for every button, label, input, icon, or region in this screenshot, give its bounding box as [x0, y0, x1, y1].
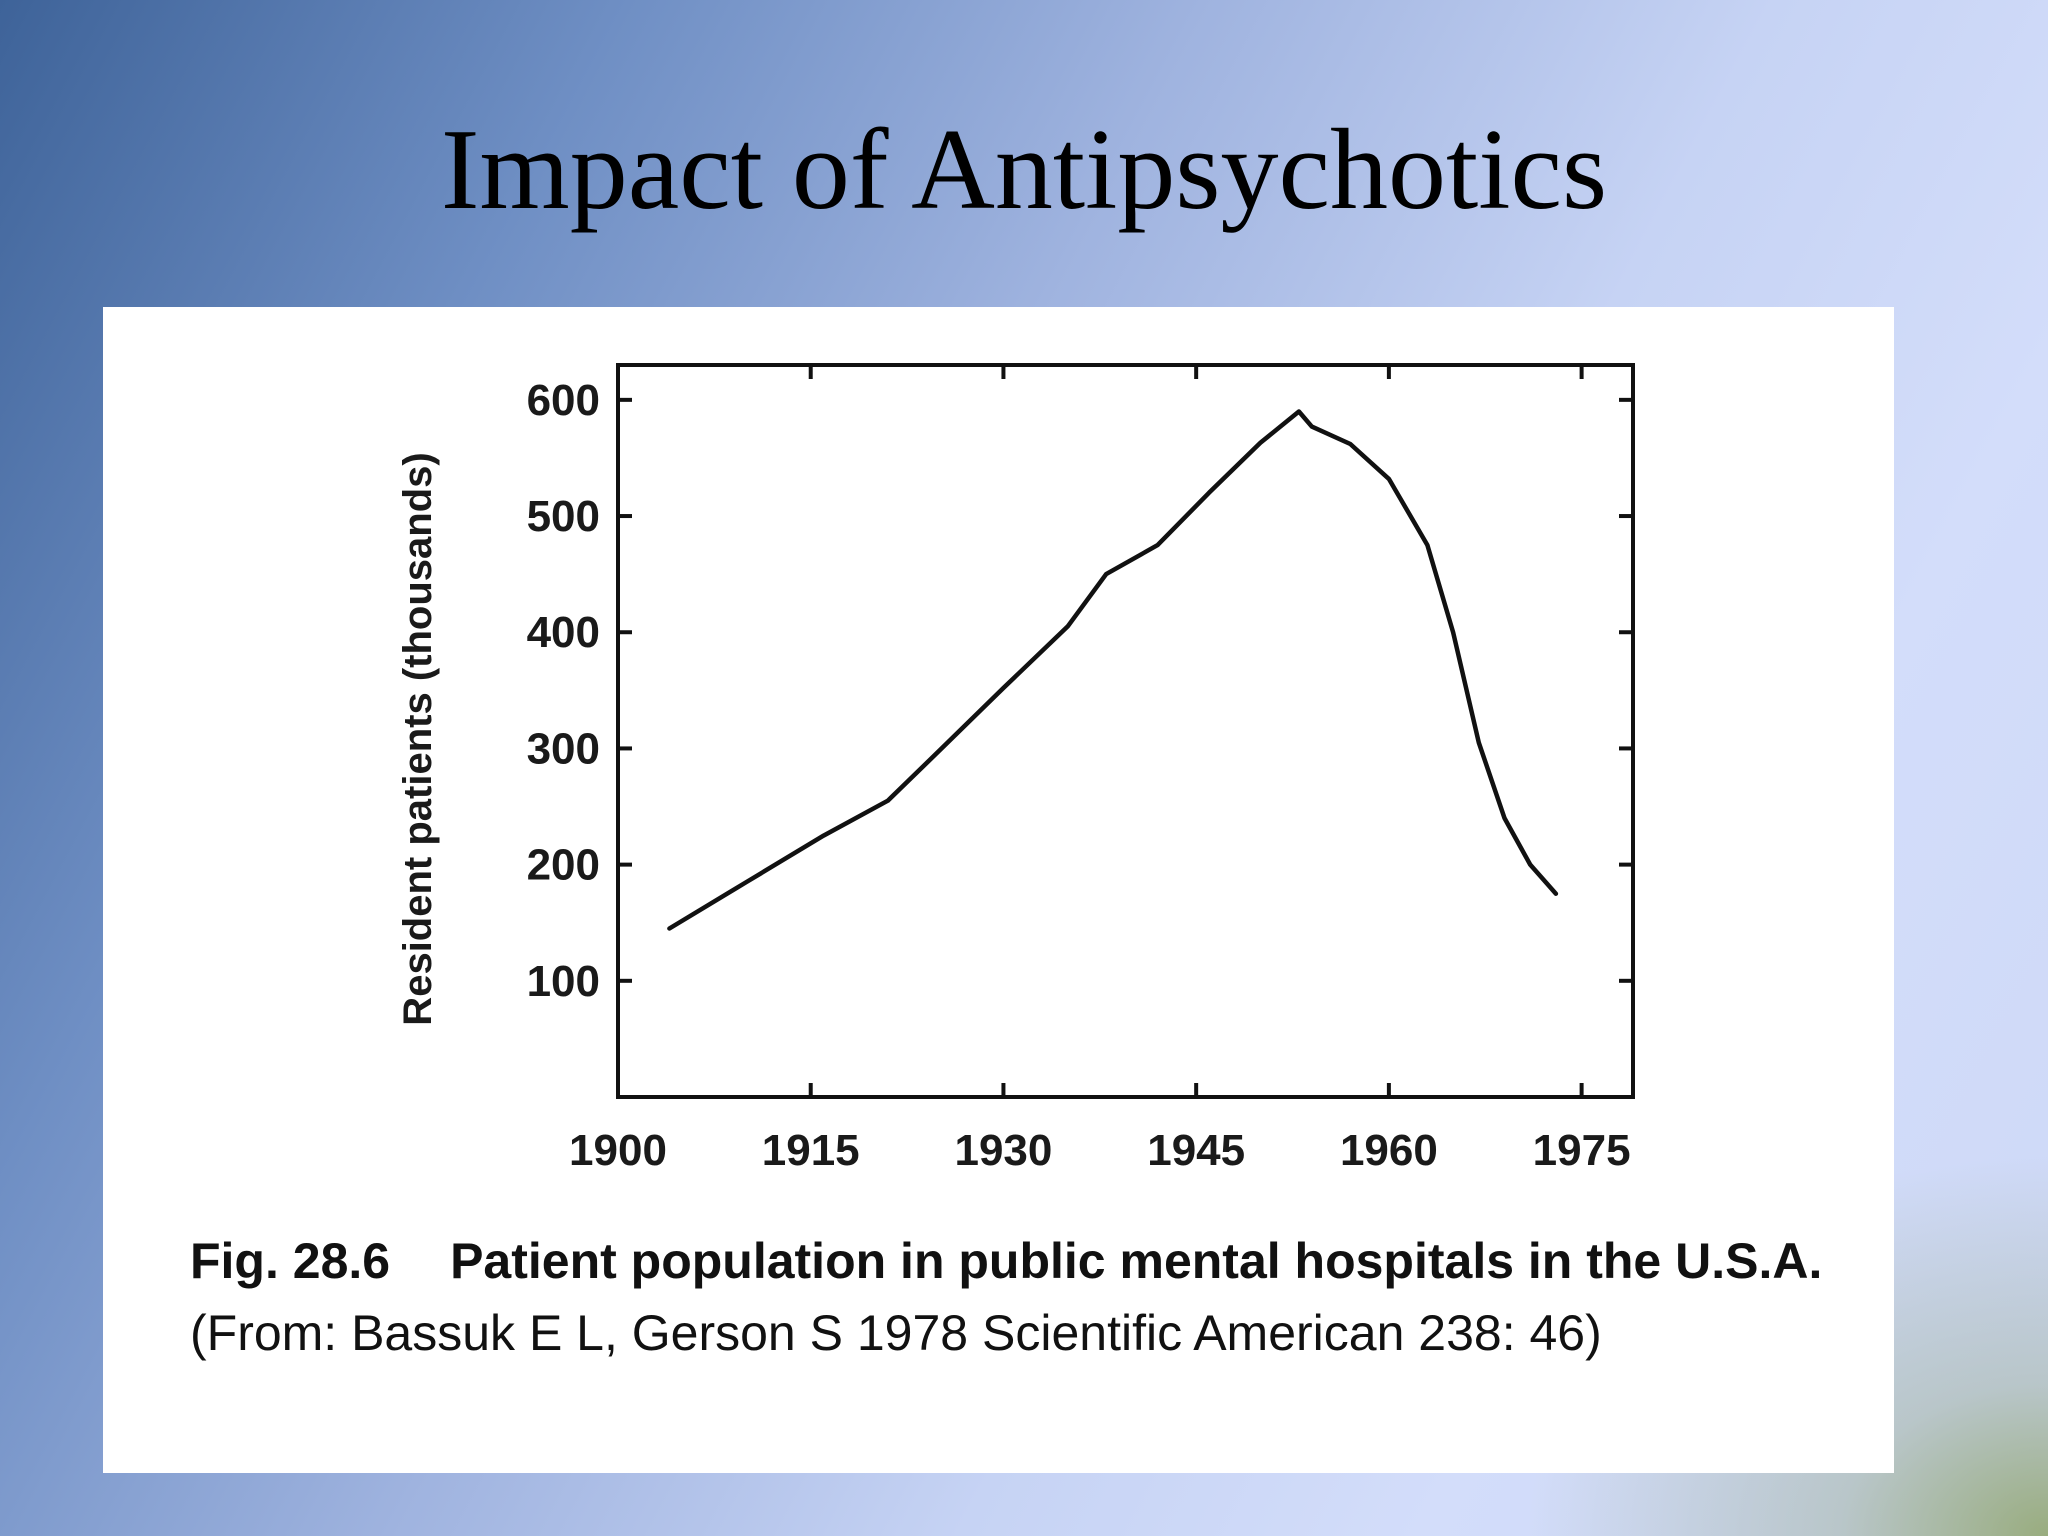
- x-tick-label: 1915: [761, 1126, 860, 1175]
- slide-title: Impact of Antipsychotics: [440, 106, 1608, 234]
- y-tick-label: 400: [526, 608, 600, 658]
- y-tick-label: 100: [526, 956, 600, 1006]
- figure-caption: [190, 1225, 1850, 1369]
- figure-panel: [103, 307, 1894, 1473]
- y-tick-label: 300: [526, 724, 600, 774]
- x-tick-label: 1930: [954, 1126, 1053, 1175]
- x-tick-label: 1975: [1532, 1126, 1631, 1175]
- caption-figure-label: Fig. 28.6: [190, 1233, 391, 1289]
- x-axis-ticks: [569, 365, 1630, 1175]
- x-tick-label: 1945: [1147, 1126, 1246, 1175]
- y-tick-label: 200: [526, 840, 600, 890]
- caption-title: Patient population in public mental hospitals in the U.S.A.: [450, 1233, 1823, 1289]
- x-tick-label: 1960: [1339, 1126, 1438, 1175]
- x-tick-label: 1900: [569, 1126, 667, 1175]
- line-chart: [103, 307, 1894, 1207]
- y-tick-label: 600: [526, 375, 600, 425]
- plot-frame: [618, 365, 1633, 1097]
- caption-source: (From: Bassuk E L, Gerson S 1978 Scientific American 238: 46): [190, 1305, 1602, 1361]
- y-axis-title: Resident patients (thousands): [396, 452, 440, 1026]
- series-line-resident-patients: [669, 412, 1556, 929]
- y-tick-label: 500: [526, 492, 600, 542]
